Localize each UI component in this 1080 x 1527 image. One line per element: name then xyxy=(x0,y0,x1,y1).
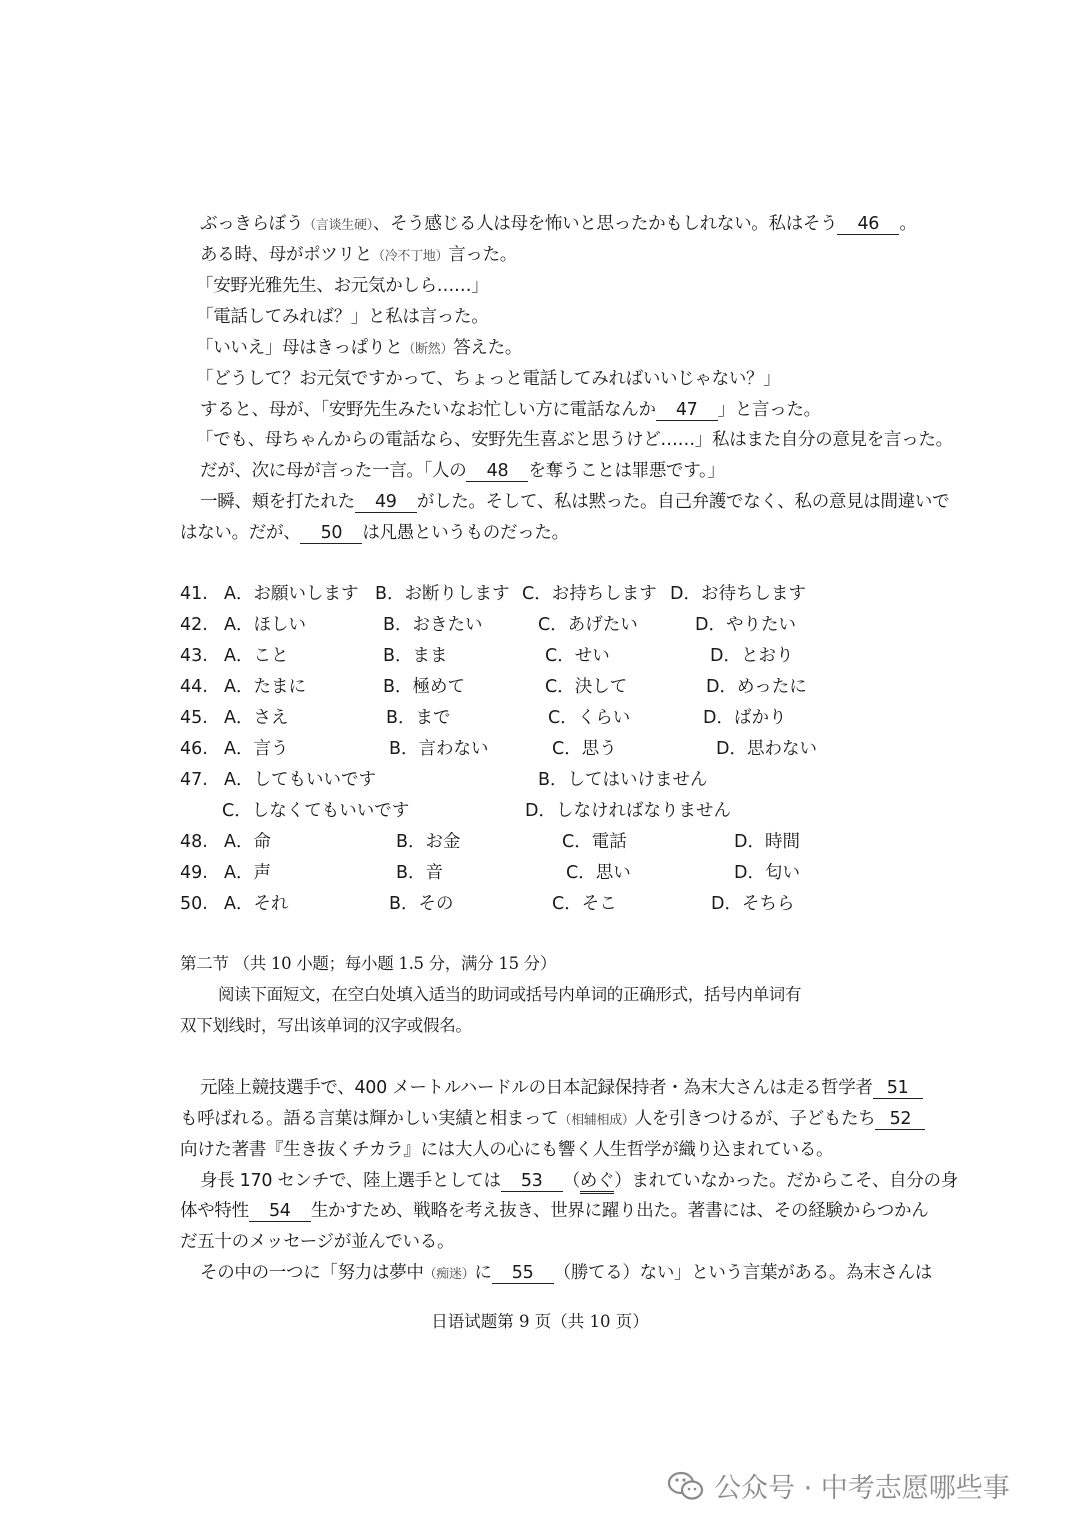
answer-option: A．こと xyxy=(224,646,289,666)
passage-text: 」と言った。 xyxy=(717,400,821,420)
question-number: 49. xyxy=(180,863,208,883)
question-number: 50. xyxy=(180,894,208,914)
answer-option: A．ほしい xyxy=(224,615,306,635)
passage-text: 一瞬、頬を打たれた xyxy=(200,492,355,512)
answer-blank: 46 xyxy=(837,214,899,235)
answer-option: C．決して xyxy=(545,677,628,697)
question-number: 47. xyxy=(180,770,208,790)
answer-option: C．思い xyxy=(566,863,631,883)
answer-option: B．言わない xyxy=(389,739,489,759)
answer-option: A．さえ xyxy=(224,708,289,728)
answer-option: D．匂い xyxy=(734,863,800,883)
answer-option: C．あげたい xyxy=(538,615,638,635)
answer-option: B．まま xyxy=(383,646,448,666)
section-instruction: 双下划线时，写出该单词的汉字或假名。 xyxy=(180,1016,472,1035)
answer-option: A．お願いします xyxy=(224,584,359,604)
passage-text: ）まれていなかった。だからこそ、自分の身 xyxy=(614,1171,958,1191)
answer-option: D．お待ちします xyxy=(670,584,806,604)
question-number: 45. xyxy=(180,708,208,728)
passage-text: 「でも、母ちゃんからの電話なら、安野先生喜ぶと思うけど……」私はまた自分の意見を言った。 xyxy=(196,430,953,450)
watermark xyxy=(668,1466,1010,1505)
answer-option: C．思う xyxy=(552,739,617,759)
passage-text: だが、次に母が言った一言。「人の xyxy=(200,461,467,481)
passage-line xyxy=(200,243,517,269)
passage-line xyxy=(200,398,821,422)
answer-option: A．たまに xyxy=(224,677,306,697)
answer-option: D．めったに xyxy=(706,677,807,697)
passage-text: 「いいえ」母はきっぱりと xyxy=(196,338,403,358)
passage-text: 「安野光雅先生、お元気かしら……」 xyxy=(196,276,489,296)
passage-line xyxy=(200,490,949,514)
question-number: 46. xyxy=(180,739,208,759)
passage-line xyxy=(180,1107,925,1133)
answer-option: B．お断りします xyxy=(375,584,510,604)
passage-line xyxy=(180,521,569,545)
passage-text: 言った。 xyxy=(448,245,518,265)
passage-line xyxy=(180,1230,454,1254)
watermark-text: 公众号 · 中考志愿哪些事 xyxy=(714,1473,1010,1504)
passage-text: はない。だが、 xyxy=(180,523,301,543)
wechat-icon xyxy=(668,1471,704,1501)
answer-option: D．思わない xyxy=(716,739,817,759)
passage-text: を奪うことは罪悪です。」 xyxy=(528,461,725,481)
passage-line xyxy=(196,367,780,391)
answer-option: D．時間 xyxy=(734,832,800,852)
passage-text: 体や特性 xyxy=(180,1201,249,1221)
answer-blank: 54 xyxy=(249,1201,311,1222)
passage-text: がした。そして、私は黙った。自己弁護でなく、私の意見は間違いで xyxy=(416,492,950,512)
answer-blank: 53 xyxy=(501,1171,563,1192)
passage-text: その中の一つに「努力は夢中 xyxy=(200,1263,424,1283)
passage-text: 元陸上競技選手で、400 メートルハードルの日本記録保持者・為末大さんは走る哲学者 xyxy=(200,1078,873,1098)
double-underlined-word: めぐ xyxy=(580,1171,614,1194)
passage-text: すると、母が、「安野先生みたいなお忙しい方に電話なんか xyxy=(200,400,656,420)
passage-line xyxy=(196,336,522,362)
gloss-note: （冷不丁地） xyxy=(372,249,449,264)
question-number: 41. xyxy=(180,584,208,604)
passage-line xyxy=(200,1169,958,1193)
passage-text: 「どうして？お元気ですかって、ちょっと電話してみればいいじゃない？」 xyxy=(196,369,781,389)
answer-option: C．電話 xyxy=(562,832,627,852)
passage-text: 答えた。 xyxy=(453,338,523,358)
passage-text: 。 xyxy=(899,214,917,234)
passage-text: 人を引きつけるが、子どもたち xyxy=(634,1109,876,1129)
passage-text: に xyxy=(474,1263,492,1283)
question-number: 42. xyxy=(180,615,208,635)
passage-text: 生かすため、戦略を考え抜き、世界に躍り出た。著書には、その経験からつかん xyxy=(310,1201,929,1221)
answer-blank: 47 xyxy=(656,400,718,421)
answer-option: D．ばかり xyxy=(703,708,787,728)
passage-line xyxy=(200,1076,923,1100)
answer-option: D．しなければなりません xyxy=(525,801,731,821)
passage-line xyxy=(196,428,953,452)
passage-line xyxy=(196,274,488,298)
answer-blank: 51 xyxy=(873,1078,923,1099)
section-heading: 第二节 （共 10 小题；每小题 1.5 分，满分 15 分） xyxy=(180,954,557,973)
answer-blank: 48 xyxy=(466,461,528,482)
question-number: 43. xyxy=(180,646,208,666)
passage-text: （勝てる）ない」という言葉がある。為末さんは xyxy=(553,1263,933,1283)
page-footer: 日语试题第 9 页（共 10 页） xyxy=(431,1312,649,1331)
question-number: 44. xyxy=(180,677,208,697)
answer-option: B．極めて xyxy=(383,677,466,697)
answer-option: D．そちら xyxy=(711,894,795,914)
passage-text: ぶっきらぼう xyxy=(200,214,304,234)
passage-line xyxy=(200,1261,932,1287)
passage-text: も呼ばれる。語る言葉は輝かしい実績と相まって xyxy=(180,1109,559,1129)
gloss-note: （相辅相成） xyxy=(558,1113,635,1128)
answer-option: B．音 xyxy=(396,863,444,883)
answer-blank: 50 xyxy=(300,523,362,544)
passage-line xyxy=(200,459,725,483)
section-instruction: 阅读下面短文，在空白处填入适当的助词或括号内单词的正确形式，括号内单词有 xyxy=(218,985,802,1004)
answer-option: D．とおり xyxy=(710,646,794,666)
passage-line xyxy=(180,1199,928,1223)
gloss-note: （言谈生硬） xyxy=(303,218,373,233)
answer-option: B．おきたい xyxy=(383,615,483,635)
passage-text: 身長 170 センチで、陸上選手としては xyxy=(200,1171,501,1191)
answer-option: B．してはいけません xyxy=(538,770,708,790)
gloss-note: （痴迷） xyxy=(423,1267,475,1282)
passage-text: 「電話してみれば？」と私は言った。 xyxy=(196,307,489,327)
answer-option: A．してもいいです xyxy=(224,770,376,790)
answer-option: D．やりたい xyxy=(695,615,796,635)
answer-option: C．そこ xyxy=(552,894,617,914)
passage-text: だ五十のメッセージが並んでいる。 xyxy=(180,1232,455,1252)
gloss-note: （断然） xyxy=(402,342,454,357)
passage-line xyxy=(196,305,488,329)
question-number: 48. xyxy=(180,832,208,852)
passage-line xyxy=(180,1138,833,1162)
passage-text: ある時、母がポツリと xyxy=(200,245,372,265)
answer-option: B．その xyxy=(389,894,454,914)
answer-option: C．せい xyxy=(545,646,610,666)
answer-blank: 55 xyxy=(492,1263,554,1284)
answer-option: C．くらい xyxy=(548,708,631,728)
passage-text: （ xyxy=(562,1171,580,1191)
answer-option: A．命 xyxy=(224,832,271,852)
answer-blank: 49 xyxy=(355,492,417,513)
passage-text: 、そう感じる人は母を怖いと思ったかもしれない。私はそう xyxy=(372,214,838,234)
answer-option: A．声 xyxy=(224,863,271,883)
passage-text: は凡愚というものだった。 xyxy=(362,523,569,543)
answer-option: B．お金 xyxy=(396,832,461,852)
answer-option: A．それ xyxy=(224,894,289,914)
answer-option: A．言う xyxy=(224,739,289,759)
answer-option: C．お持ちします xyxy=(522,584,657,604)
answer-option: B．まで xyxy=(386,708,451,728)
passage-text: 向けた著書『生き抜くチカラ』には大人の心にも響く人生哲学が織り込まれている。 xyxy=(180,1140,834,1160)
answer-option: C．しなくてもいいです xyxy=(222,801,410,821)
passage-line xyxy=(200,212,917,238)
answer-blank: 52 xyxy=(875,1109,925,1130)
